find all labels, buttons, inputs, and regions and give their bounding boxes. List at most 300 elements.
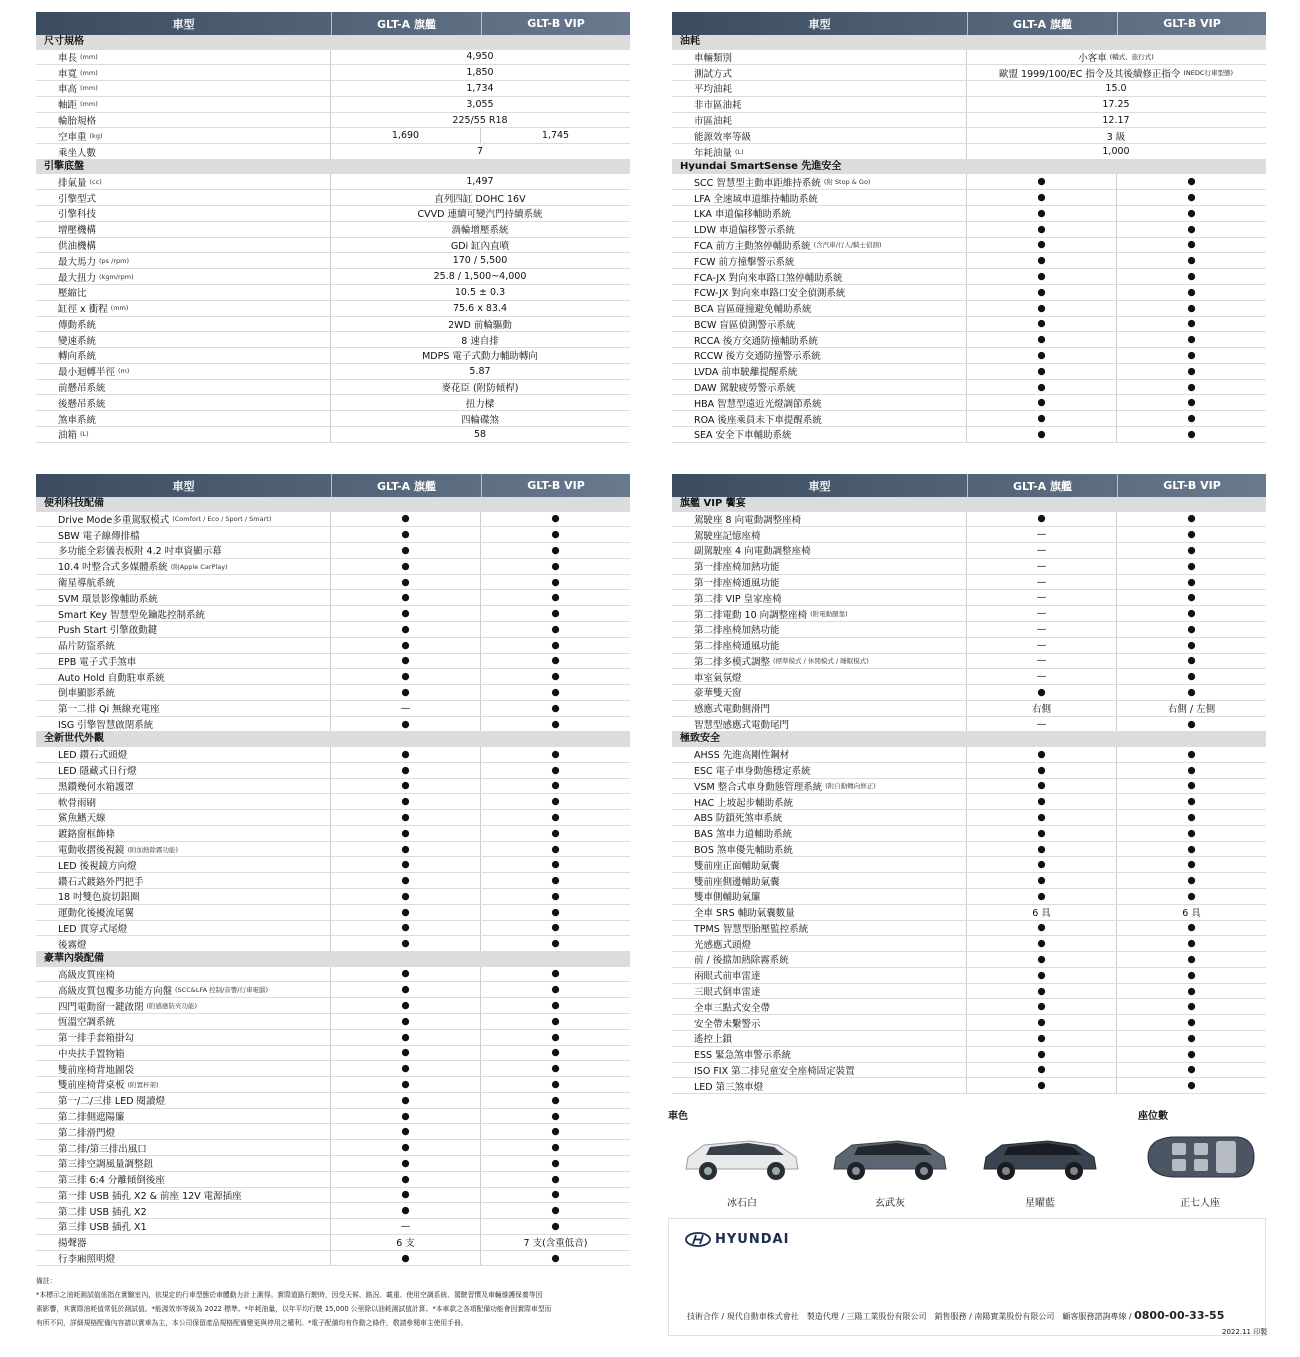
spec-value-glta: ● [967, 285, 1117, 300]
spec-value-gltb: ● [1187, 671, 1196, 683]
spec-label [36, 1061, 331, 1076]
spec-value-glta: ● [967, 317, 1117, 332]
spec-label-text: ESC 電子車身動態穩定系統 [694, 766, 811, 778]
spec-value-glta: ● [331, 889, 481, 904]
spec-label-text: 衛星導航系統 [58, 578, 116, 590]
spec-value-gltb: ● [1187, 413, 1196, 425]
spec-value-gltb: ● [1187, 428, 1196, 440]
spec-row [672, 222, 1266, 238]
spec-value-gltb: ● [1187, 1017, 1196, 1029]
spec-label [36, 1251, 331, 1266]
spec-label-text: 雙前座椅背桌板 [58, 1080, 125, 1092]
spec-label-text: 雙車側輔助氣簾 [694, 892, 761, 904]
spec-label-text: 倒車顯影系統 [58, 688, 116, 700]
spec-label-text: RCCA 後方交通防撞輔助系統 [694, 335, 818, 347]
spec-value-shared [967, 113, 1265, 128]
spec-value-glta: ● [967, 190, 1117, 205]
spec-table-convenience-exterior-interior [36, 474, 630, 1266]
spec-row [672, 826, 1266, 842]
spec-value-shared [331, 144, 629, 159]
spec-value-shared [331, 395, 629, 410]
spec-value-glta: 右側 [967, 701, 1117, 716]
spec-unit: (cc) [89, 177, 102, 186]
spec-label [672, 113, 967, 128]
spec-label-text: 測試方式 [694, 68, 733, 80]
spec-value-glta: ● [967, 810, 1117, 825]
spec-value-glta: ● [967, 348, 1117, 363]
spec-label-text: 雙前座椅背地圖袋 [58, 1064, 135, 1076]
spec-value-shared [331, 411, 629, 426]
spec-label [672, 575, 967, 590]
spec-row [672, 1063, 1266, 1079]
color-name-gray: 玄武灰 [875, 1198, 905, 1209]
spec-label [36, 364, 331, 379]
spec-unit: (kg) [89, 131, 103, 140]
spec-value-gltb: ● [1187, 318, 1196, 330]
spec-value-text: 17.25 [1102, 98, 1130, 110]
spec-value-gltb: ● [551, 702, 560, 714]
spec-row [672, 968, 1266, 984]
spec-value-glta: ● [331, 1203, 481, 1218]
spec-label [36, 427, 331, 442]
spec-row [672, 348, 1266, 364]
spec-row [36, 982, 630, 998]
spec-label-text: 平均油耗 [694, 84, 733, 96]
spec-row [672, 512, 1266, 528]
spec-value-gltb: ● [551, 576, 560, 588]
spec-label-text: 第三排 6:4 分離傾倒後座 [58, 1175, 165, 1187]
spec-label [672, 238, 967, 253]
spec-label [36, 238, 331, 253]
spec-row [36, 685, 630, 701]
spec-label [36, 411, 331, 426]
spec-row [672, 701, 1266, 717]
spec-label [36, 701, 331, 716]
spec-value-gltb: ● [1187, 176, 1196, 188]
spec-label [36, 998, 331, 1013]
spec-value-gltb: ● [1187, 381, 1196, 393]
spec-value-glta: ● [331, 638, 481, 653]
spec-label-text: 運動化後擾流尾翼 [58, 908, 135, 920]
spec-value-gltb: ● [551, 1173, 560, 1185]
spec-label [36, 905, 331, 920]
spec-value-gltb: ● [1187, 576, 1196, 588]
spec-row [36, 905, 630, 921]
table-header [672, 474, 1266, 497]
spec-row [36, 559, 630, 575]
spec-label-text: 壓縮比 [58, 288, 87, 300]
spec-label [672, 857, 967, 872]
spec-label [672, 701, 967, 716]
spec-row [672, 411, 1266, 427]
spec-label-text: ABS 防鎖死煞車系統 [694, 813, 783, 825]
spec-value-shared [331, 238, 629, 253]
spec-value-glta: ● [331, 1109, 481, 1124]
spec-value-glta: ● [967, 512, 1117, 527]
spec-unit: (mm) [110, 304, 129, 313]
spec-row [36, 1077, 630, 1093]
spec-value-glta: ● [967, 206, 1117, 221]
spec-row [672, 269, 1266, 285]
spec-value-glta: ● [331, 590, 481, 605]
spec-value-gltb: ● [1187, 938, 1196, 950]
spec-label [36, 174, 331, 189]
spec-label [672, 1047, 967, 1062]
spec-value-shared [331, 50, 629, 65]
section-title: 油耗 [672, 35, 1266, 50]
spec-label [36, 857, 331, 872]
spec-value-glta: ● [967, 332, 1117, 347]
spec-value-gltb: ● [1187, 686, 1196, 698]
spec-value-glta: ● [331, 747, 481, 762]
spec-value-gltb: ● [551, 1189, 560, 1201]
spec-label-text: HAC 上坡起步輔助系統 [694, 797, 794, 809]
spec-label [36, 685, 331, 700]
spec-row [672, 364, 1266, 380]
spec-value-glta: — [967, 638, 1117, 653]
spec-label-text: 引擎型式 [58, 193, 97, 205]
spec-label [36, 889, 331, 904]
spec-label [36, 65, 331, 80]
spec-label-text: 安全帶未繫警示 [694, 1018, 761, 1030]
spec-label [36, 50, 331, 65]
spec-label-text: 第一排 USB 插孔 X2 & 前座 12V 電源插座 [58, 1190, 242, 1202]
spec-value-text: 1,734 [466, 82, 494, 94]
spec-row [36, 701, 630, 717]
spec-value-gltb: ● [551, 529, 560, 541]
spec-value-gltb: ● [551, 623, 560, 635]
spec-row [36, 285, 630, 301]
spec-row [672, 638, 1266, 654]
spec-label [36, 826, 331, 841]
spec-label-text: 晶片防盜系統 [58, 641, 116, 653]
spec-row [36, 590, 630, 606]
spec-row [36, 380, 630, 396]
spec-value-glta: — [967, 654, 1117, 669]
spec-label-text: TPMS 智慧型胎壓監控系統 [694, 923, 809, 935]
spec-value-shared [331, 190, 629, 205]
spec-value-glta: ● [331, 873, 481, 888]
spec-label [36, 1077, 331, 1092]
spec-unit: (附 Stop & Go) [823, 178, 871, 187]
spec-label [36, 638, 331, 653]
spec-value-glta: ● [331, 1030, 481, 1045]
spec-label-text: LFA 全速域車道維持輔助系統 [694, 193, 818, 205]
spec-row [36, 575, 630, 591]
spec-label-text: 第一排座椅通風功能 [694, 578, 780, 590]
spec-value-glta: ● [331, 1061, 481, 1076]
spec-label-text: 18 吋雙色旋切鋁圈 [58, 892, 140, 904]
spec-value-glta: ● [331, 1124, 481, 1139]
spec-label [36, 301, 331, 316]
spec-value-shared [331, 301, 629, 316]
spec-label-text: 駕駛座記憶座椅 [694, 530, 761, 542]
spec-label-text: 傳動系統 [58, 319, 97, 331]
spec-value-gltb: 6 具 [1182, 908, 1201, 920]
spec-label [36, 317, 331, 332]
spec-value-text: 直列四缸 DOHC 16V [434, 193, 526, 205]
spec-label-text: 供油機構 [58, 240, 97, 252]
spec-label-text: 揚聲器 [58, 1238, 87, 1250]
spec-row [36, 50, 630, 66]
spec-value-text: 3 級 [1106, 131, 1126, 143]
spec-row [672, 669, 1266, 685]
spec-label-text: 後霧燈 [58, 939, 87, 951]
spec-row [672, 606, 1266, 622]
spec-label-text: 輪胎規格 [58, 116, 97, 128]
spec-value-gltb: ● [551, 1031, 560, 1043]
spec-label-text: 電動收摺後視鏡 [58, 845, 125, 857]
spec-value-gltb: ● [551, 1094, 560, 1106]
spec-label-text: 雙前座正面輔助氣囊 [694, 860, 780, 872]
spec-value-glta: ● [967, 238, 1117, 253]
spec-row [36, 1030, 630, 1046]
spec-label-text: 非市區油耗 [694, 100, 742, 112]
spec-label [672, 128, 967, 143]
spec-row [36, 1014, 630, 1030]
spec-label-text: 第一二排 Qi 無線充電座 [58, 704, 160, 716]
spec-label [672, 395, 967, 410]
spec-label [672, 794, 967, 809]
spec-value-text: 歐盟 1999/100/EC 指令及其後續修正指令 [999, 68, 1181, 80]
spec-value-gltb: ● [551, 890, 560, 902]
table-header [36, 12, 630, 35]
spec-value-text: 7 [476, 146, 484, 158]
spec-label-text: 四門電動窗一鍵啟閉 [58, 1001, 144, 1013]
spec-value-glta: ● [331, 669, 481, 684]
spec-label [672, 1015, 967, 1030]
spec-row [36, 317, 630, 333]
spec-row [672, 921, 1266, 937]
spec-value-gltb: ● [1187, 953, 1196, 965]
spec-value-gltb: ● [551, 1078, 560, 1090]
footer [668, 1218, 1266, 1336]
spec-label-text: 增壓機構 [58, 225, 97, 237]
spec-value-glta: ● [331, 1251, 481, 1266]
spec-value-glta: — [967, 527, 1117, 542]
spec-value-glta: ● [967, 1078, 1117, 1093]
spec-row [36, 128, 630, 144]
colors-title: 車色 [668, 1111, 688, 1122]
spec-unit: (附Apple CarPlay) [170, 562, 228, 571]
spec-label [672, 332, 967, 347]
spec-label [36, 654, 331, 669]
spec-value-glta: ● [967, 842, 1117, 857]
spec-row [672, 779, 1266, 795]
spec-label-text: SEA 安全下車輔助系統 [694, 430, 792, 442]
spec-value-gltb: ● [551, 686, 560, 698]
spec-label-text: 排氣量 [58, 177, 87, 189]
spec-value-gltb: ● [1187, 192, 1196, 204]
spec-label-text: LED 隱藏式日行燈 [58, 766, 137, 778]
spec-value-glta: ● [967, 301, 1117, 316]
car-gray-image [828, 1131, 952, 1183]
spec-row [36, 606, 630, 622]
spec-value-text: 3,055 [466, 98, 494, 110]
spec-label [672, 512, 967, 527]
color-name-blue: 星曜藍 [1025, 1198, 1055, 1209]
header-gltb: GLT-B VIP [527, 17, 585, 30]
spec-label [36, 527, 331, 542]
spec-label [672, 984, 967, 999]
spec-row [672, 174, 1266, 190]
spec-value-gltb: ● [551, 764, 560, 776]
spec-value-glta: ● [967, 984, 1117, 999]
spec-value-glta: ● [331, 826, 481, 841]
spec-row [672, 190, 1266, 206]
spec-label-text: 第二排側遮陽簾 [58, 1112, 125, 1124]
spec-unit: (含汽車/行人/騎士偵測) [813, 241, 882, 250]
spec-label-text: 軸距 [58, 100, 78, 112]
spec-row [672, 285, 1266, 301]
spec-value-gltb: ● [1187, 748, 1196, 760]
spec-label-text: 多功能全彩儀表板附 4.2 吋車資顯示幕 [58, 546, 222, 558]
spec-row [672, 842, 1266, 858]
spec-row [36, 1235, 630, 1251]
spec-label-text: 行李廂照明燈 [58, 1254, 116, 1266]
spec-value-glta: ● [331, 763, 481, 778]
spec-label-text: 第二排座椅加熱功能 [694, 625, 780, 637]
spec-value-glta: ● [967, 873, 1117, 888]
spec-row [36, 190, 630, 206]
spec-row [36, 794, 630, 810]
spec-row [36, 512, 630, 528]
spec-label-text: 前 / 後擋加熱除霧系統 [694, 955, 789, 967]
spec-value-glta: 6 支 [331, 1235, 481, 1250]
spec-row [672, 1031, 1266, 1047]
spec-value-text: 1,497 [466, 176, 494, 188]
spec-value-gltb: ● [1187, 1064, 1196, 1076]
spec-value-glta: ● [967, 857, 1117, 872]
credits [687, 1309, 1224, 1322]
section-title: 旗艦 VIP 饗宴 [672, 497, 1266, 512]
spec-value-shared [967, 97, 1265, 112]
spec-row [36, 654, 630, 670]
notes [36, 1274, 630, 1330]
spec-value-shared [331, 380, 629, 395]
spec-value-shared [331, 285, 629, 300]
spec-value-shared [331, 332, 629, 347]
spec-label-text: 第三排空調風量調整鈕 [58, 1159, 154, 1171]
spec-label [36, 1203, 331, 1218]
spec-label [36, 190, 331, 205]
spec-row [672, 527, 1266, 543]
spec-label-text: VSM 整合式車身動態管理系統 [694, 781, 823, 793]
spec-value-gltb: ● [551, 639, 560, 651]
spec-row [36, 222, 630, 238]
spec-label [672, 873, 967, 888]
spec-value-glta: ● [331, 1093, 481, 1108]
spec-table-fuel-smartsense [672, 12, 1266, 443]
spec-value-shared [331, 97, 629, 112]
spec-value-gltb: ● [551, 1205, 560, 1217]
header-model: 車型 [36, 474, 332, 497]
spec-unit: (SCC&LFA 控制/音響/行車電腦) [175, 986, 269, 995]
spec-value-gltb: ● [1187, 1048, 1196, 1060]
spec-label [672, 380, 967, 395]
header-model: 車型 [672, 12, 968, 35]
spec-value-gltb: ● [1187, 544, 1196, 556]
spec-value-glta: ● [967, 1063, 1117, 1078]
spec-value-shared [331, 253, 629, 268]
spec-value-gltb: ● [1187, 875, 1196, 887]
spec-value-text: 2WD 前輪驅動 [448, 319, 512, 331]
spec-label-text: 三眼式倒車雷達 [694, 987, 761, 999]
spec-label-text: 第二排電動 10 向調整座椅 [694, 609, 808, 621]
spec-value-glta: ● [331, 779, 481, 794]
spec-value-gltb: ● [551, 1220, 560, 1232]
header-glta: GLT-A 旗艦 [968, 474, 1118, 497]
spec-row [672, 763, 1266, 779]
spec-value-glta: ● [967, 999, 1117, 1014]
spec-value-glta: ● [331, 543, 481, 558]
spec-value-glta: — [967, 543, 1117, 558]
spec-value-shared [331, 269, 629, 284]
spec-label [672, 317, 967, 332]
spec-label [672, 190, 967, 205]
spec-value-glta: ● [967, 269, 1117, 284]
spec-row [36, 1046, 630, 1062]
spec-table-dimensions-engine [36, 12, 630, 443]
spec-row [36, 238, 630, 254]
hyundai-logo-icon [685, 1232, 711, 1247]
spec-label-text: 引擎科技 [58, 209, 97, 221]
spec-label [36, 1109, 331, 1124]
spec-value-gltb: ● [551, 1063, 560, 1075]
spec-label [36, 779, 331, 794]
notes-line: 素影響，其實際油耗值常低於測試值。*能源效率等級為 2022 標準。*年耗油量，以年平均行駛 15,000 公里除以油耗測試值計算。*本車款之各項配備功能會因實際車型而 [36, 1305, 552, 1313]
spec-label-text: 豪華雙天窗 [694, 688, 742, 700]
spec-row [672, 1047, 1266, 1063]
spec-row [672, 65, 1266, 81]
spec-value-glta: ● [331, 1046, 481, 1061]
spec-label [672, 285, 967, 300]
section-title: Hyundai SmartSense 先進安全 [672, 160, 1266, 175]
spec-label-text: 油箱 [58, 430, 78, 442]
spec-row [672, 622, 1266, 638]
spec-unit: (標準模式 / 休閒模式 / 睡眠模式) [773, 657, 869, 666]
spec-value-gltb: ● [551, 544, 560, 556]
spec-value-glta: 6 具 [967, 905, 1117, 920]
seats-value: 正七人座 [1180, 1198, 1220, 1209]
spec-value-gltb: ● [1187, 349, 1196, 361]
spec-value-text: 扭力樑 [465, 398, 495, 410]
spec-label [672, 206, 967, 221]
spec-label [36, 606, 331, 621]
spec-value-gltb: ● [551, 1142, 560, 1154]
spec-label-text: 遙控上鎖 [694, 1034, 733, 1046]
spec-value-gltb: ● [1187, 255, 1196, 267]
spec-label [672, 81, 967, 96]
spec-row [672, 253, 1266, 269]
spec-value-gltb: ● [1187, 796, 1196, 808]
spec-label [36, 921, 331, 936]
spec-row [672, 1015, 1266, 1031]
spec-row [672, 889, 1266, 905]
section-title: 全新世代外觀 [36, 732, 630, 747]
spec-label [36, 763, 331, 778]
spec-value-shared [967, 50, 1265, 65]
spec-label-text: 鯊魚鰭天線 [58, 813, 106, 825]
spec-table-vip-safety [672, 474, 1266, 1094]
spec-label-text: 前懸吊系統 [58, 383, 106, 395]
spec-value-glta: ● [967, 174, 1117, 189]
spec-value-gltb: ● [1187, 859, 1196, 871]
spec-value-glta: ● [331, 1014, 481, 1029]
spec-label [36, 590, 331, 605]
spec-row [36, 1093, 630, 1109]
spec-label-text: 第一排手套箱掛勾 [58, 1033, 135, 1045]
